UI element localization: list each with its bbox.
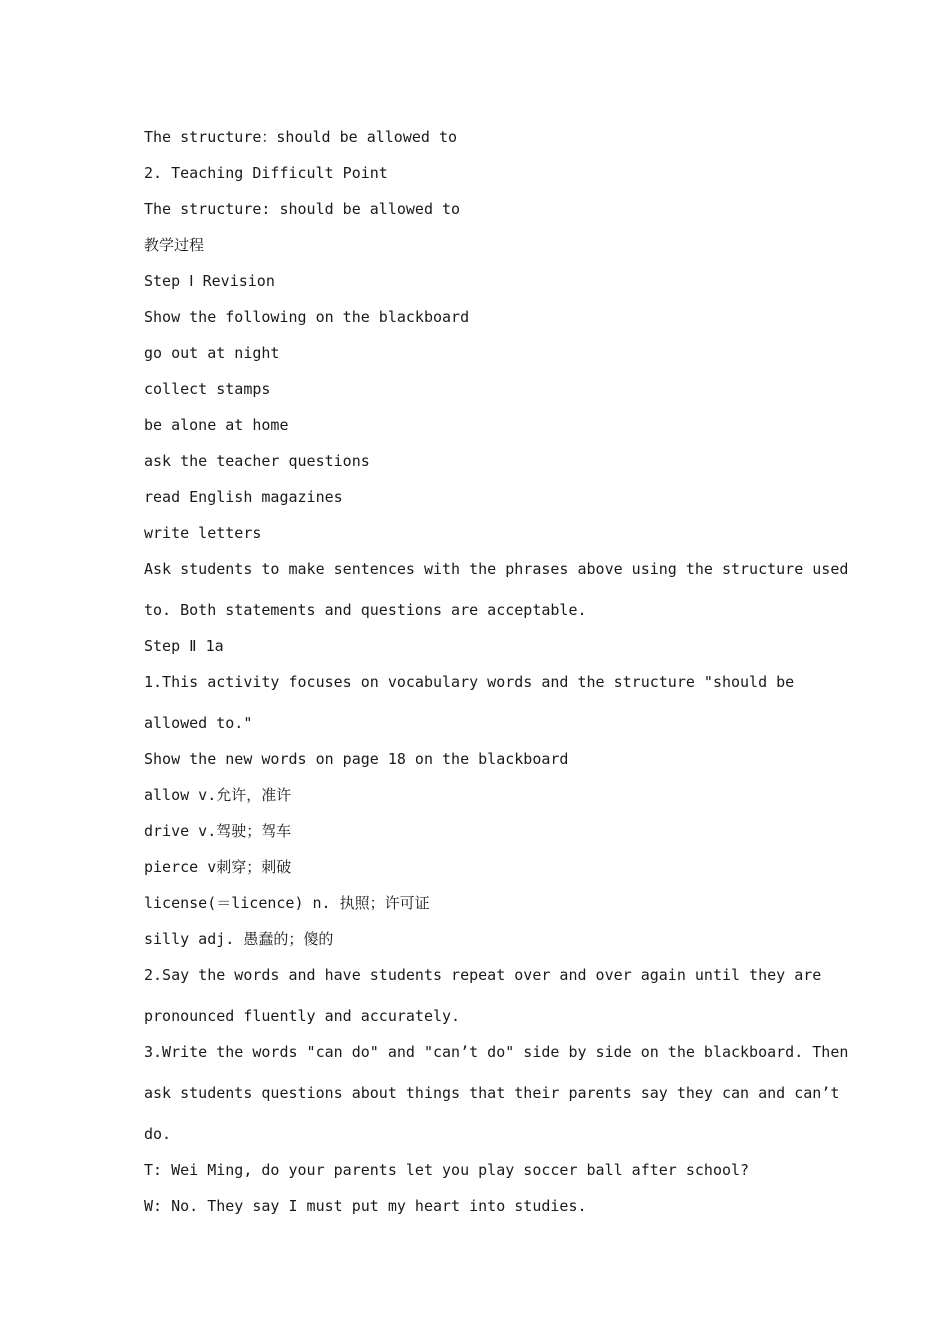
phrase-item: be alone at home (144, 416, 289, 434)
paragraph-line: pronounced fluently and accurately. (144, 1007, 461, 1025)
vocabulary-item: allow v.允许，准许 (144, 786, 292, 804)
vocabulary-item: silly adj. 愚蠢的；傻的 (144, 930, 334, 948)
vocabulary-item: drive v.驾驶；驾车 (144, 822, 292, 840)
phrase-item: read English magazines (144, 488, 343, 506)
dialogue-line: W: No. They say I must put my heart into studies. (144, 1197, 587, 1215)
phrase-item: write letters (144, 524, 262, 542)
text-line: Show the following on the blackboard (144, 308, 470, 326)
paragraph-line: ask students questions about things that their parents say they can and can’t (144, 1084, 840, 1102)
paragraph-line: 3.Write the words "can do" and "can’t do" side by side on the blackboard. Then (144, 1043, 849, 1061)
paragraph-line: to. Both statements and questions are acceptable. (144, 601, 587, 619)
paragraph-line: allowed to." (144, 714, 253, 732)
section-heading: 教学过程 (144, 236, 205, 254)
text-line: Show the new words on page 18 on the blackboard (144, 750, 569, 768)
text-line: The structure: should be allowed to (144, 200, 461, 218)
paragraph-line: 2.Say the words and have students repeat over and over again until they are (144, 966, 822, 984)
dialogue-line: T: Wei Ming, do your parents let you play soccer ball after school? (144, 1161, 750, 1179)
paragraph-line: 1.This activity focuses on vocabulary words and the structure "should be (144, 673, 795, 691)
vocabulary-item: license(＝licence) n. 执照；许可证 (144, 894, 430, 912)
paragraph-line: do. (144, 1125, 172, 1143)
phrase-item: go out at night (144, 344, 280, 362)
step-heading: Step Ⅱ 1a (144, 637, 224, 655)
section-heading: 2. Teaching Difficult Point (144, 164, 388, 182)
phrase-item: collect stamps (144, 380, 271, 398)
vocabulary-item: pierce v刺穿；刺破 (144, 858, 292, 876)
phrase-item: ask the teacher questions (144, 452, 370, 470)
text-line: The structure：should be allowed to (144, 128, 458, 146)
step-heading: Step Ⅰ Revision (144, 272, 275, 290)
paragraph-line: Ask students to make sentences with the phrases above using the structure used (144, 560, 849, 578)
document-page (144, 122, 849, 1227)
